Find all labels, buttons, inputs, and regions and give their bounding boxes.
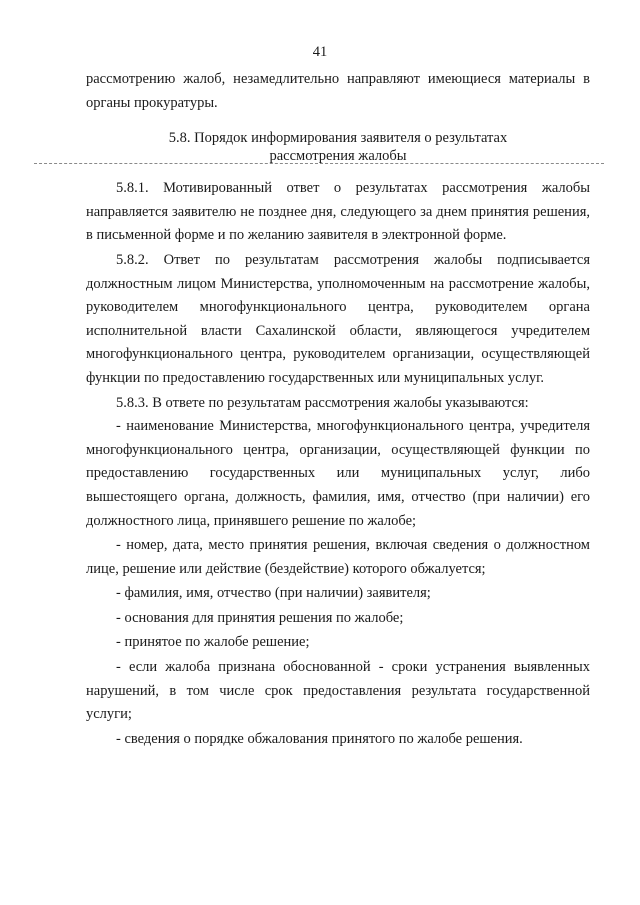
list-item: - сведения о порядке обжалования принятого по жалобе решения. — [116, 730, 523, 747]
intro-paragraph: рассмотрению жалоб, незамедлительно направляют имеющиеся материалы в органы прокуратуры. — [86, 71, 590, 111]
list-item: - наименование Министерства, многофункционального центра, учредителя многофункционального центра, организации, осуществляющей функции по предоставлению государственных или муниципальных услуг, либо вышестоящего органа, должность, фамилия, имя, отчество (при наличии) его должностного лица, принявшего решение по жалобе; — [86, 418, 590, 529]
list-item: - номер, дата, место принятия решения, включая сведения о должностном лице, решение или действие (бездействие) которого обжалуется; — [86, 537, 590, 577]
section-heading — [86, 129, 590, 165]
paragraph-5-8-2: 5.8.2. Ответ по результатам рассмотрения жалобы подписывается должностным лицом Министерства, уполномоченным на рассмотрение жалобы, руководителем многофункционального центра, руководителем органа исполнительной власти Сахалинской области, являющегося учредителем многофункционального центра, руководителем организации, осуществляющей функции по предоставлению государственных или муниципальных услуг. — [86, 251, 590, 386]
paragraph-5-8-1: 5.8.1. Мотивированный ответ о результатах рассмотрения жалобы направляется заявителю не позднее дня, следующего за днем принятия решения, в письменной форме и по желанию заявителя в электронной форме. — [86, 180, 590, 244]
list-item: - принятое по жалобе решение; — [116, 634, 310, 651]
list-item: - если жалоба признана обоснованной - сроки устранения выявленных нарушений, в том числе срок предоставления результата государственной услуги; — [86, 659, 590, 723]
list-item: - фамилия, имя, отчество (при наличии) заявителя; — [116, 585, 431, 602]
section-heading-line2: рассмотрения жалобы — [269, 148, 407, 165]
section-heading-line2-wrap — [86, 147, 590, 165]
list-item: - основания для принятия решения по жалобе; — [116, 609, 404, 626]
section-heading-line1: 5.8. Порядок информирования заявителя о результатах — [168, 130, 508, 147]
paragraph-5-8-3: 5.8.3. В ответе по результатам рассмотрения жалобы указываются: — [116, 394, 529, 411]
page-content — [86, 68, 590, 751]
page-number: 41 — [312, 44, 328, 60]
